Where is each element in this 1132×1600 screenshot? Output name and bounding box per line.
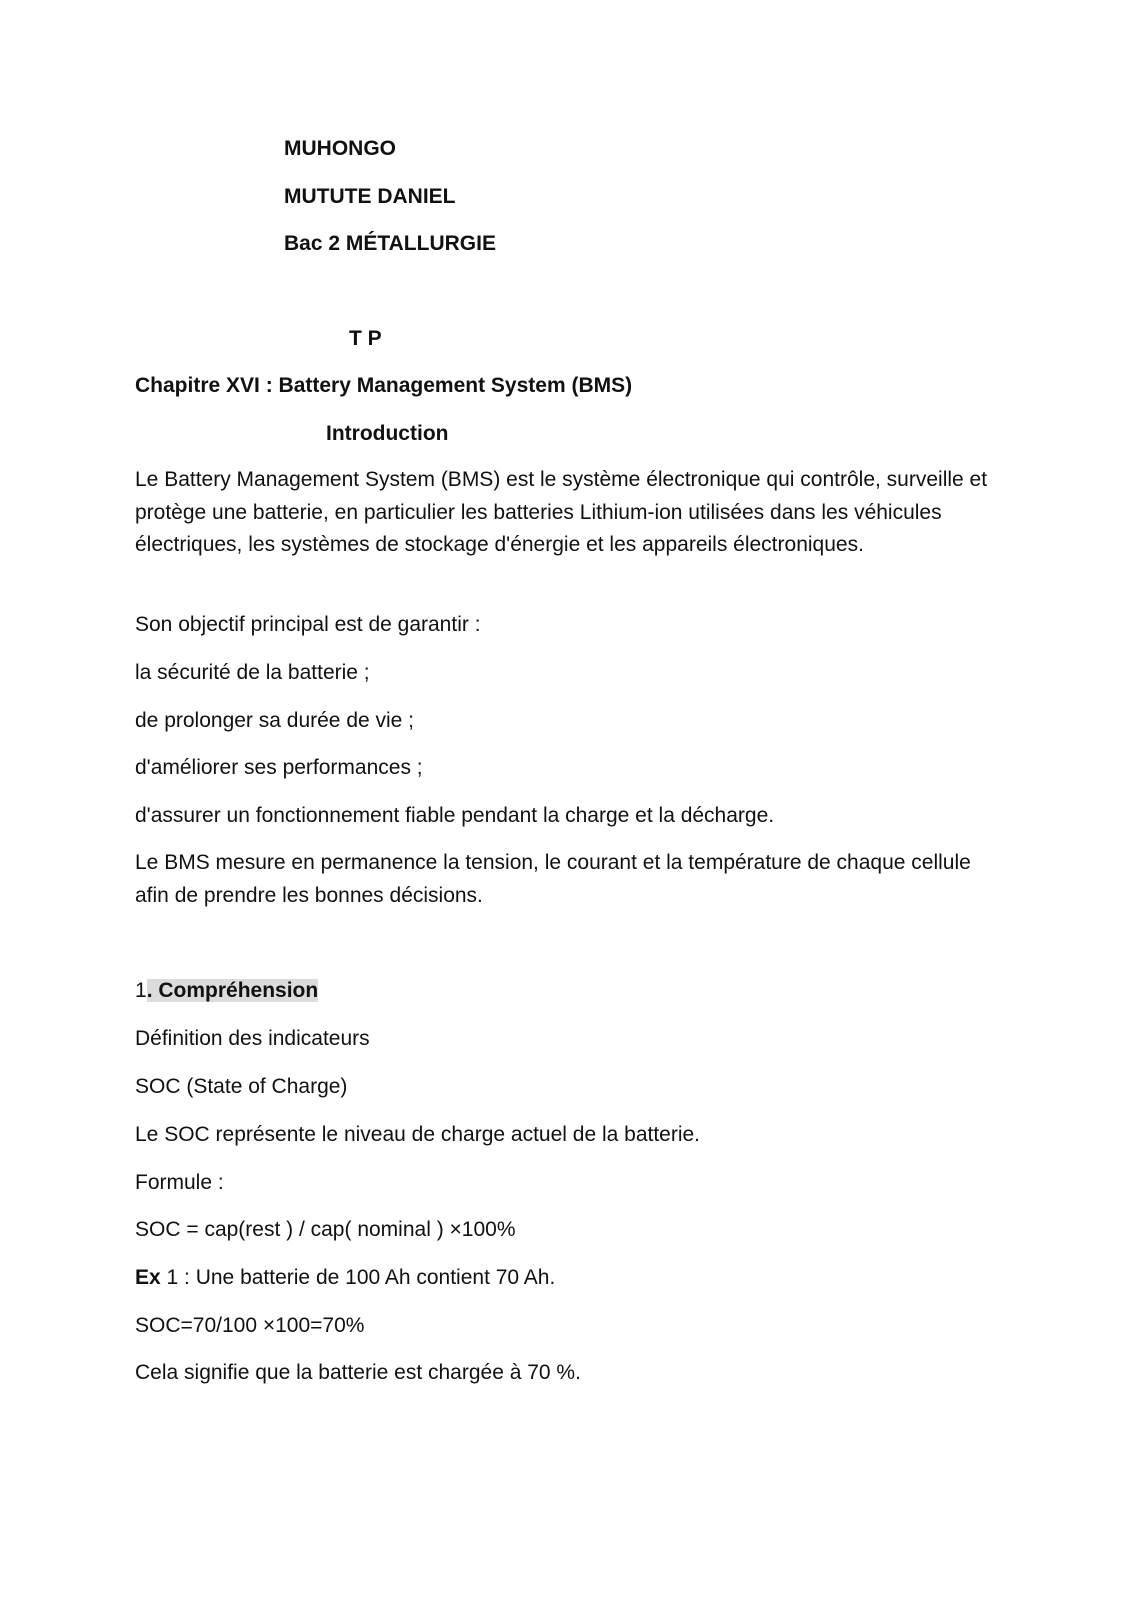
section-subheading: Définition des indicateurs bbox=[135, 1027, 370, 1050]
example-conclusion: Cela signifie que la batterie est chargée à 70 %. bbox=[135, 1361, 581, 1384]
section-title-highlighted: . Compréhension bbox=[146, 979, 319, 1002]
objective-item: de prolonger sa durée de vie ; bbox=[135, 709, 415, 732]
example-text: 1 : Une batterie de 100 Ah contient 70 Ah. bbox=[160, 1266, 556, 1289]
author-surname: MUHONGO bbox=[284, 137, 396, 160]
section-number: 1 bbox=[135, 979, 147, 1002]
class-level: Bac 2 MÉTALLURGIE bbox=[284, 232, 496, 255]
soc-title: SOC (State of Charge) bbox=[135, 1075, 348, 1098]
objective-item: d'assurer un fonctionnement fiable pendant la charge et la décharge. bbox=[135, 804, 775, 827]
example-calculation: SOC=70/100 ×100=70% bbox=[135, 1314, 365, 1337]
soc-definition: Le SOC représente le niveau de charge actuel de la batterie. bbox=[135, 1123, 701, 1146]
author-name: MUTUTE DANIEL bbox=[284, 185, 456, 208]
example-line bbox=[135, 1262, 555, 1294]
objective-item: d'améliorer ses performances ; bbox=[135, 756, 423, 779]
objective-item: la sécurité de la batterie ; bbox=[135, 661, 370, 684]
intro-heading: Introduction bbox=[326, 422, 449, 445]
example-label: Ex bbox=[135, 1266, 161, 1289]
tp-label: T P bbox=[349, 327, 382, 350]
section-heading bbox=[135, 975, 318, 1007]
objective-lead: Son objectif principal est de garantir : bbox=[135, 613, 481, 636]
chapter-title: Chapitre XVI : Battery Management System (BMS) bbox=[135, 374, 633, 397]
formula: SOC = cap(rest ) / cap( nominal ) ×100% bbox=[135, 1218, 516, 1241]
intro-paragraph: Le Battery Management System (BMS) est le système électronique qui contrôle, surveille et protège une batterie, en particulier les batteries Lithium-ion utilisées dans les véhicules électriques, les systèmes de stockage d'énergie et les appareils électroniques. bbox=[135, 468, 988, 556]
measure-paragraph: Le BMS mesure en permanence la tension, le courant et la température de chaque cellule afin de prendre les bonnes décisions. bbox=[135, 851, 971, 907]
formula-label: Formule : bbox=[135, 1171, 224, 1194]
